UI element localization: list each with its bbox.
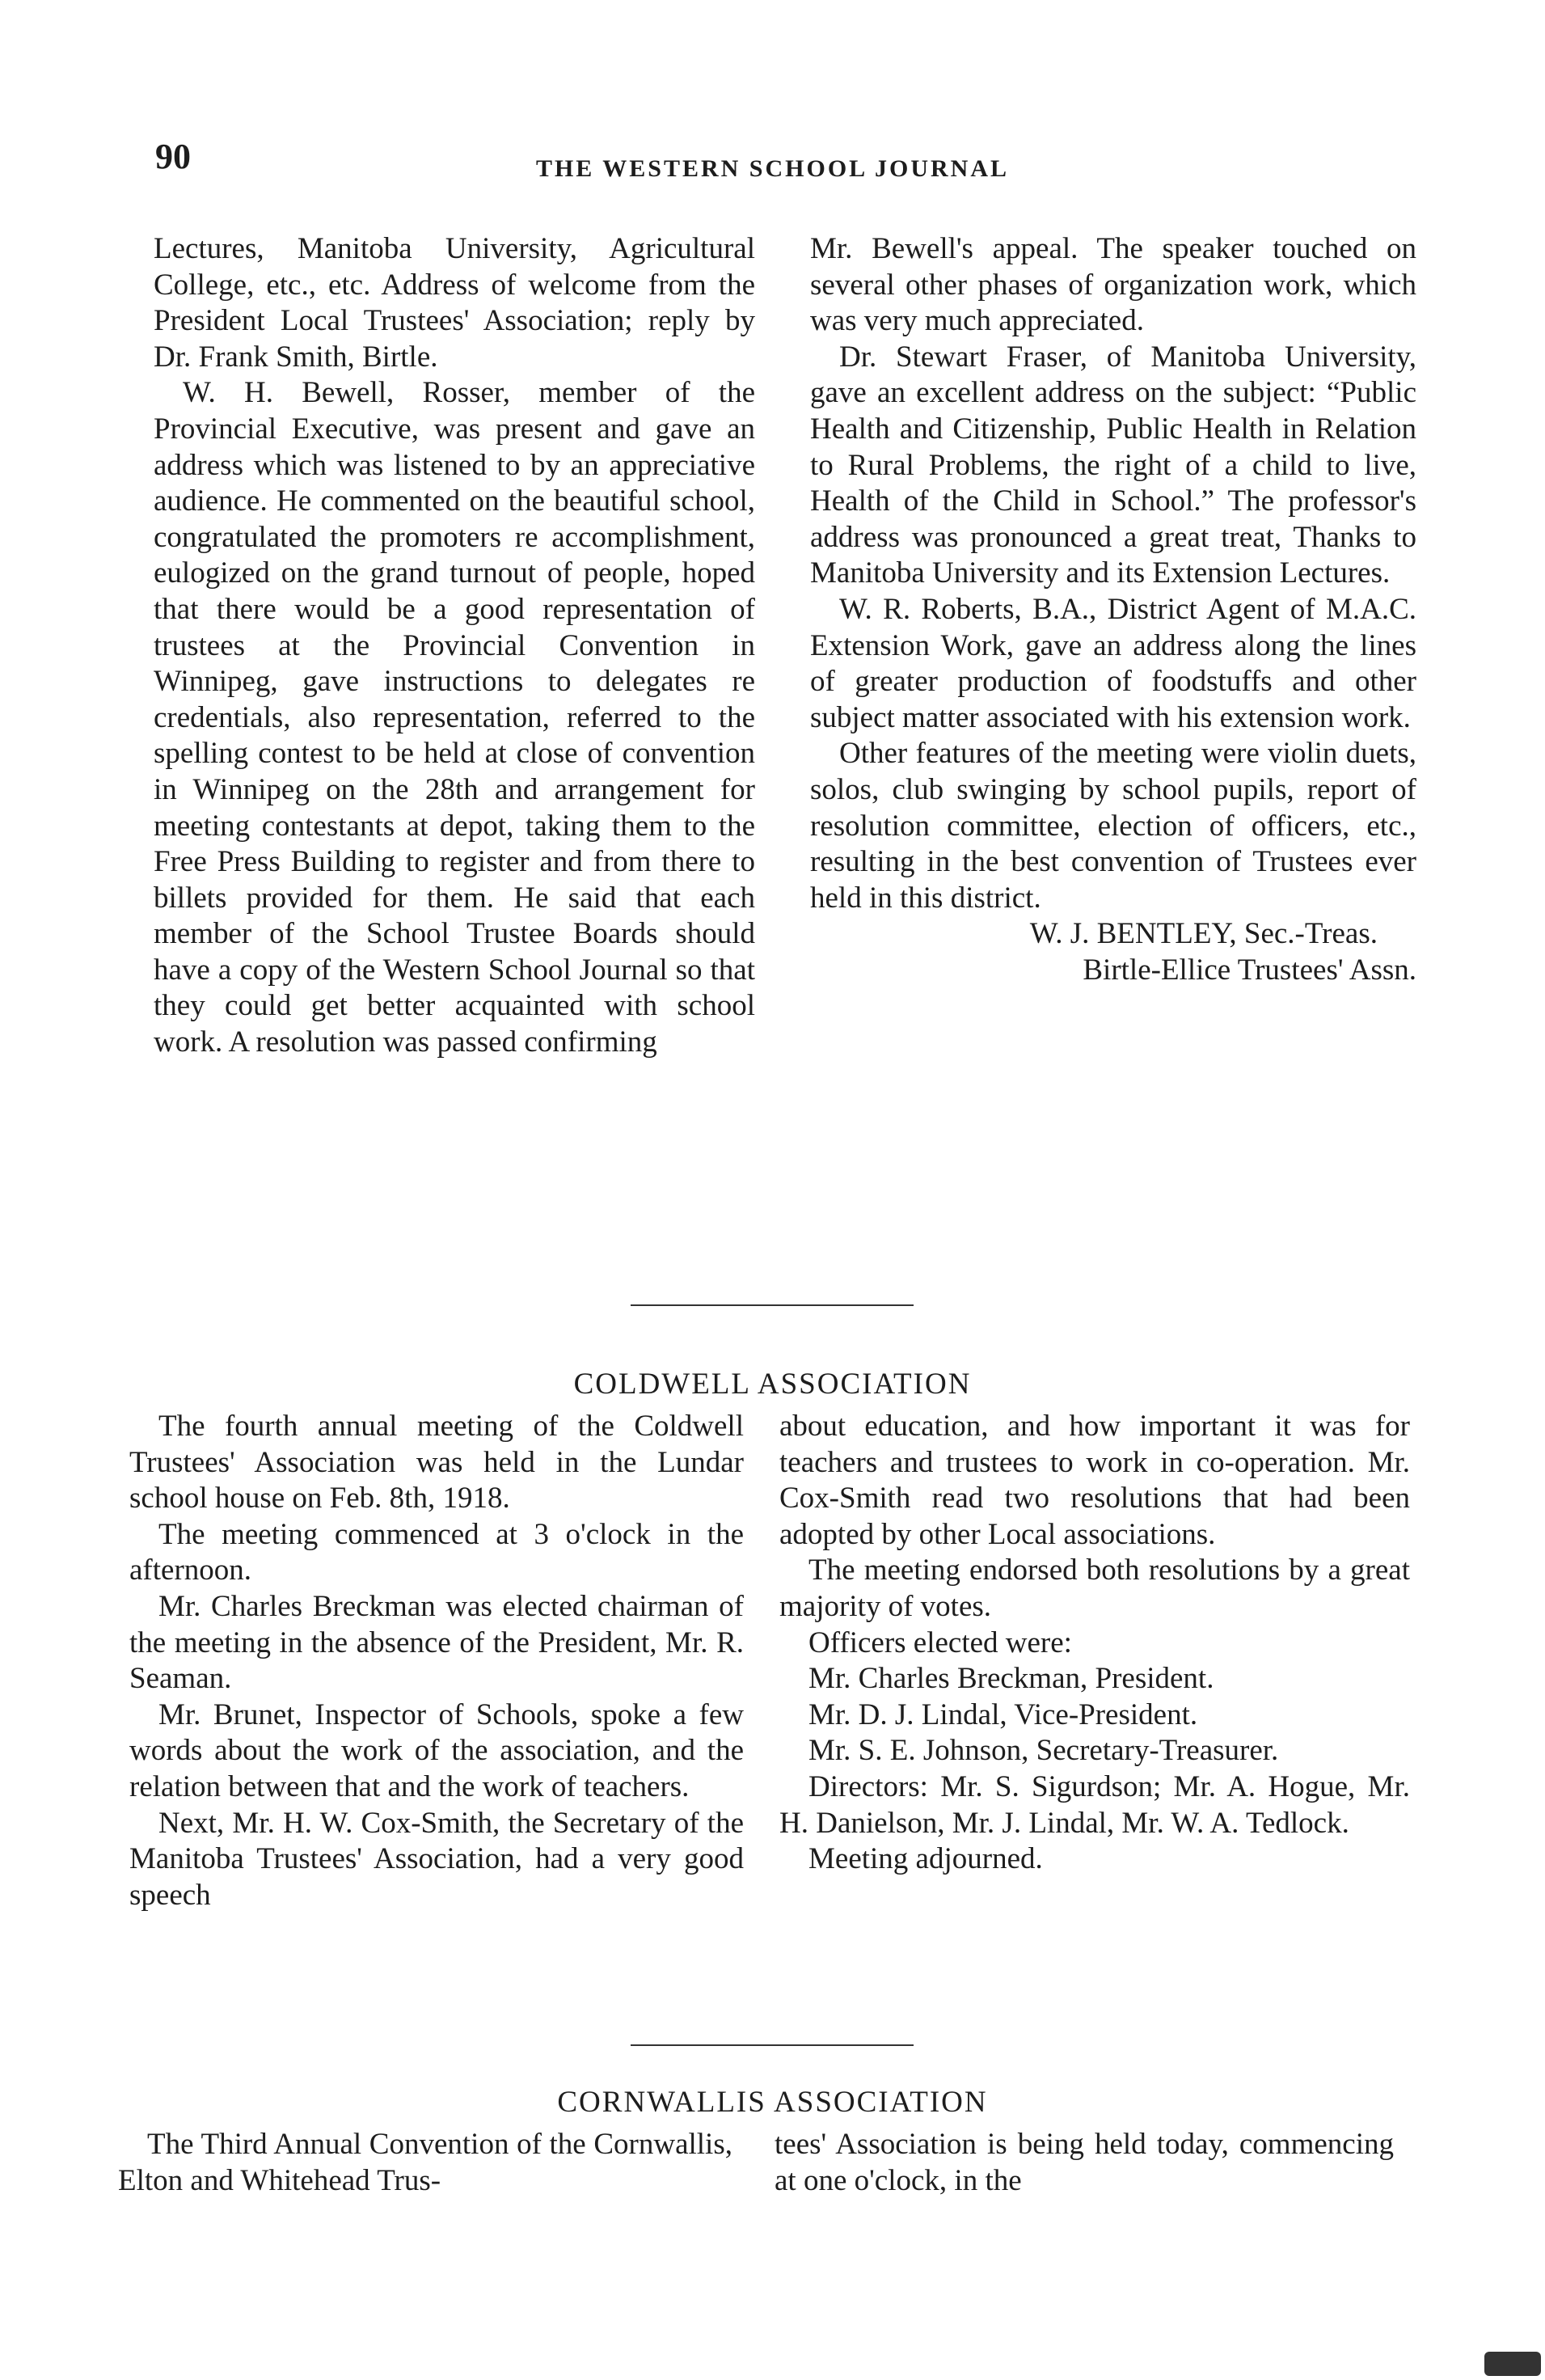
s2-right-paragraph: Mr. Charles Breckman, President. bbox=[808, 1662, 1214, 1696]
s1-right-paragraph: W. R. Roberts, B.A., District Agent of M.A.C. Extension Work, gave an address along the lines of greater production of foodstuffs and other subject matter associated with his extension work. bbox=[810, 592, 1416, 734]
s3-left-paragraph: The Third Annual Convention of the Cornwallis, Elton and Whitehead Trus- bbox=[118, 2128, 732, 2197]
signature-name: W. J. BENTLEY, Sec.-Treas. bbox=[1029, 917, 1378, 951]
s1-right-column bbox=[810, 231, 1416, 988]
s2-right-column bbox=[779, 1409, 1410, 1878]
s2-right-paragraph: about education, and how important it was for teachers and trustees to work in co-operation. Mr. Cox-Smith read two resolutions that had been adopted by other Local associations. bbox=[779, 1410, 1410, 1551]
running-head: THE WESTERN SCHOOL JOURNAL bbox=[535, 155, 1010, 182]
s2-right-paragraph: Officers elected were: bbox=[808, 1625, 1072, 1659]
s2-left-paragraph: Next, Mr. H. W. Cox-Smith, the Secretary of the Manitoba Trustees' Association, had a very good speech bbox=[129, 1806, 744, 1912]
s2-right-paragraph: The meeting endorsed both resolutions by a great majority of votes. bbox=[779, 1554, 1410, 1623]
s2-left-paragraph: Mr. Brunet, Inspector of Schools, spoke a few words about the work of the association, and the relation between that and the work of teachers. bbox=[129, 1697, 744, 1803]
s2-left-paragraph: Mr. Charles Breckman was elected chairman of the meeting in the absence of the President, Mr. R. Seaman. bbox=[129, 1589, 744, 1696]
coldwell-heading: COLDWELL ASSOCIATION bbox=[573, 1368, 972, 1401]
s2-right-paragraph: Directors: Mr. S. Sigurdson; Mr. A. Hogue, Mr. H. Danielson, Mr. J. Lindal, Mr. W. A. Tedlock. bbox=[779, 1769, 1410, 1840]
s2-right-paragraph: Mr. D. J. Lindal, Vice-President. bbox=[808, 1697, 1198, 1731]
s3-left-column bbox=[118, 2127, 732, 2199]
section-divider bbox=[631, 1304, 914, 1306]
s2-left-paragraph: The meeting commenced at 3 o'clock in the afternoon. bbox=[129, 1517, 744, 1587]
s1-right-paragraph: Mr. Bewell's appeal. The speaker touched on several other phases of organization work, which was very much appreciated. bbox=[810, 232, 1416, 338]
s2-left-column bbox=[129, 1409, 744, 1913]
s2-right-paragraph: Meeting adjourned. bbox=[808, 1842, 1043, 1876]
s3-right-paragraph: tees' Association is being held today, commencing at one o'clock, in the bbox=[775, 2128, 1394, 2197]
scan-speck bbox=[1484, 2352, 1541, 2376]
s1-right-paragraph: Dr. Stewart Fraser, of Manitoba University, gave an excellent address on the subject: “Public Health and Citizenship, Public Health in Relation to Rural Problems, the right of a child to live, Health of the Child in School.” The professor's address was pronounced a great treat, Thanks to Manitoba University and its Extension Lectures. bbox=[810, 340, 1416, 590]
s1-left-paragraph: Lectures, Manitoba University, Agricultural College, etc., etc. Address of welcome from the President Local Trustees' Association; reply by Dr. Frank Smith, Birtle. bbox=[154, 232, 755, 374]
signature-org: Birtle-Ellice Trustees' Assn. bbox=[1083, 953, 1416, 987]
cornwallis-heading: CORNWALLIS ASSOCIATION bbox=[557, 2086, 988, 2119]
s3-right-column bbox=[775, 2127, 1394, 2199]
page-number: 90 bbox=[155, 137, 191, 176]
s2-right-paragraph: Mr. S. E. Johnson, Secretary-Treasurer. bbox=[808, 1734, 1279, 1768]
section-divider bbox=[631, 2044, 914, 2046]
s1-left-column bbox=[154, 231, 755, 1061]
s1-left-paragraph: W. H. Bewell, Rosser, member of the Provincial Executive, was present and gave an address which was listened to by an appreciative audience. He commented on the beautiful school, congratulated the promoters re accomplishment, eulogized on the grand turnout of people, hoped that there would be a good representation of trustees at the Provincial Convention in Winnipeg, gave instructions to delegates re credentials, also representation, referred to the spelling contest to be held at close of convention in Winnipeg on the 28th and arrangement for meeting contestants at depot, taking them to the Free Press Building to register and from there to billets provided for them. He said that each member of the School Trustee Boards should have a copy of the Western School Journal so that they could get better acquainted with school work. A resolution was passed confirming bbox=[154, 376, 755, 1059]
s1-right-paragraph: Other features of the meeting were violin duets, solos, club swinging by school pupils, report of resolution committee, election of officers, etc., resulting in the best convention of Trustees ever held in this district. bbox=[810, 737, 1416, 915]
s2-left-paragraph: The fourth annual meeting of the Coldwell Trustees' Association was held in the Lundar school house on Feb. 8th, 1918. bbox=[129, 1410, 744, 1516]
